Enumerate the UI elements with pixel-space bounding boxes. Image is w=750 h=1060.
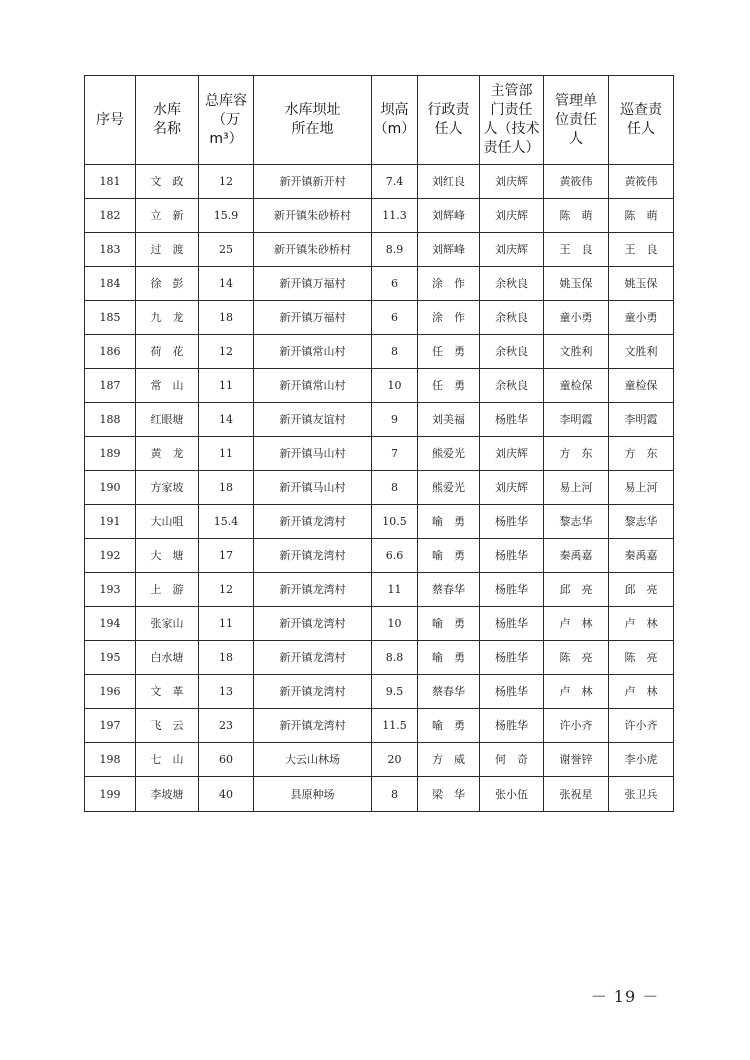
table-body bbox=[85, 165, 674, 812]
cell-unit-person: 许小齐 bbox=[544, 709, 609, 743]
header-line: 行政责 bbox=[427, 102, 470, 118]
cell-admin-person: 刘美福 bbox=[418, 403, 480, 437]
cell-patrol-person: 卢 林 bbox=[609, 675, 674, 709]
cell-reservoir-name: 文 政 bbox=[136, 165, 199, 199]
cell-admin-person: 方 威 bbox=[418, 743, 480, 777]
cell-dept-person: 杨胜华 bbox=[480, 403, 544, 437]
cell-dam-height: 8.9 bbox=[372, 233, 418, 267]
table-row bbox=[85, 165, 674, 199]
cell-dam-height: 8 bbox=[372, 335, 418, 369]
table-row bbox=[85, 777, 674, 812]
cell-capacity: 12 bbox=[199, 165, 254, 199]
table-row bbox=[85, 539, 674, 573]
cell-reservoir-name: 方家坡 bbox=[136, 471, 199, 505]
cell-patrol-person: 陈 萌 bbox=[609, 199, 674, 233]
cell-unit-person: 卢 林 bbox=[544, 675, 609, 709]
cell-dept-person: 刘庆辉 bbox=[480, 233, 544, 267]
cell-patrol-person: 陈 亮 bbox=[609, 641, 674, 675]
cell-admin-person: 刘辉峰 bbox=[418, 233, 480, 267]
cell-capacity: 12 bbox=[199, 573, 254, 607]
cell-admin-person: 涂 作 bbox=[418, 267, 480, 301]
header-dam-location bbox=[254, 76, 372, 165]
header-line: 总库容 bbox=[205, 92, 247, 109]
cell-admin-person: 刘辉峰 bbox=[418, 199, 480, 233]
cell-dam-location: 新开镇龙湾村 bbox=[254, 505, 372, 539]
cell-patrol-person: 李小虎 bbox=[609, 743, 674, 777]
page-number: － 19 － bbox=[590, 987, 660, 1006]
header-line: 任人 bbox=[434, 121, 463, 137]
header-reservoir-name bbox=[136, 76, 199, 165]
cell-dam-height: 9.5 bbox=[372, 675, 418, 709]
cell-capacity: 11 bbox=[199, 369, 254, 403]
cell-dam-height: 20 bbox=[372, 743, 418, 777]
cell-dam-location: 新开镇马山村 bbox=[254, 437, 372, 471]
cell-unit-person: 邱 亮 bbox=[544, 573, 609, 607]
header-line: 门责任 bbox=[490, 102, 533, 118]
cell-dept-person: 杨胜华 bbox=[480, 675, 544, 709]
cell-dam-location: 新开镇新开村 bbox=[254, 165, 372, 199]
cell-patrol-person: 邱 亮 bbox=[609, 573, 674, 607]
cell-reservoir-name: 常 山 bbox=[136, 369, 199, 403]
cell-dam-location: 新开镇龙湾村 bbox=[254, 675, 372, 709]
cell-patrol-person: 文胜利 bbox=[609, 335, 674, 369]
cell-capacity: 14 bbox=[199, 403, 254, 437]
cell-dam-height: 10 bbox=[372, 369, 418, 403]
cell-dam-height: 8.8 bbox=[372, 641, 418, 675]
cell-patrol-person: 卢 林 bbox=[609, 607, 674, 641]
cell-dept-person: 张小伍 bbox=[480, 777, 544, 812]
header-line: 位责任 bbox=[555, 111, 597, 128]
cell-capacity: 25 bbox=[199, 233, 254, 267]
header-capacity bbox=[199, 76, 254, 165]
cell-reservoir-name: 张家山 bbox=[136, 607, 199, 641]
table-row bbox=[85, 335, 674, 369]
cell-dept-person: 余秋良 bbox=[480, 335, 544, 369]
cell-admin-person: 喻 勇 bbox=[418, 539, 480, 573]
cell-serial: 181 bbox=[85, 165, 136, 199]
table-row bbox=[85, 641, 674, 675]
cell-dam-height: 8 bbox=[372, 471, 418, 505]
cell-capacity: 15.9 bbox=[199, 199, 254, 233]
cell-admin-person: 蔡春华 bbox=[418, 573, 480, 607]
cell-patrol-person: 黄筱伟 bbox=[609, 165, 674, 199]
cell-serial: 188 bbox=[85, 403, 136, 437]
header-line: 巡查责 bbox=[620, 102, 662, 118]
cell-reservoir-name: 红眼塘 bbox=[136, 403, 199, 437]
cell-dam-height: 6 bbox=[372, 301, 418, 335]
table-header-row bbox=[85, 76, 674, 165]
cell-dam-height: 6.6 bbox=[372, 539, 418, 573]
cell-unit-person: 王 良 bbox=[544, 233, 609, 267]
cell-dept-person: 杨胜华 bbox=[480, 607, 544, 641]
header-line: 水库 bbox=[153, 102, 181, 118]
cell-dept-person: 刘庆辉 bbox=[480, 437, 544, 471]
cell-dam-height: 7 bbox=[372, 437, 418, 471]
table-row bbox=[85, 709, 674, 743]
header-line: 主管部 bbox=[490, 83, 533, 99]
cell-unit-person: 卢 林 bbox=[544, 607, 609, 641]
table-row bbox=[85, 403, 674, 437]
header-dam-height bbox=[372, 76, 418, 165]
cell-patrol-person: 许小齐 bbox=[609, 709, 674, 743]
cell-reservoir-name: 飞 云 bbox=[136, 709, 199, 743]
header-line: 人 bbox=[569, 130, 583, 147]
cell-dam-location: 新开镇龙湾村 bbox=[254, 607, 372, 641]
cell-admin-person: 任 勇 bbox=[418, 369, 480, 403]
cell-dam-height: 9 bbox=[372, 403, 418, 437]
cell-serial: 187 bbox=[85, 369, 136, 403]
cell-serial: 196 bbox=[85, 675, 136, 709]
cell-reservoir-name: 上 游 bbox=[136, 573, 199, 607]
cell-dam-location: 新开镇朱砂桥村 bbox=[254, 233, 372, 267]
cell-dam-location: 新开镇龙湾村 bbox=[254, 539, 372, 573]
cell-serial: 191 bbox=[85, 505, 136, 539]
cell-patrol-person: 童小勇 bbox=[609, 301, 674, 335]
cell-serial: 194 bbox=[85, 607, 136, 641]
cell-patrol-person: 秦禹嘉 bbox=[609, 539, 674, 573]
cell-unit-person: 文胜利 bbox=[544, 335, 609, 369]
cell-capacity: 11 bbox=[199, 437, 254, 471]
header-line: （m） bbox=[373, 121, 416, 137]
cell-patrol-person: 方 东 bbox=[609, 437, 674, 471]
cell-admin-person: 熊爱光 bbox=[418, 437, 480, 471]
cell-admin-person: 喻 勇 bbox=[418, 607, 480, 641]
cell-dam-location: 新开镇万福村 bbox=[254, 301, 372, 335]
cell-capacity: 14 bbox=[199, 267, 254, 301]
cell-unit-person: 易上河 bbox=[544, 471, 609, 505]
cell-dam-height: 8 bbox=[372, 777, 418, 812]
cell-dam-location: 新开镇马山村 bbox=[254, 471, 372, 505]
cell-dam-height: 11 bbox=[372, 573, 418, 607]
reservoir-table bbox=[84, 75, 674, 812]
table-row bbox=[85, 437, 674, 471]
cell-dam-height: 7.4 bbox=[372, 165, 418, 199]
cell-serial: 192 bbox=[85, 539, 136, 573]
cell-capacity: 23 bbox=[199, 709, 254, 743]
cell-dam-height: 6 bbox=[372, 267, 418, 301]
cell-dept-person: 杨胜华 bbox=[480, 709, 544, 743]
header-line: 序号 bbox=[96, 111, 124, 128]
cell-dept-person: 刘庆辉 bbox=[480, 471, 544, 505]
cell-unit-person: 姚玉保 bbox=[544, 267, 609, 301]
cell-dept-person: 刘庆辉 bbox=[480, 199, 544, 233]
cell-unit-person: 陈 亮 bbox=[544, 641, 609, 675]
cell-reservoir-name: 荷 花 bbox=[136, 335, 199, 369]
cell-reservoir-name: 过 渡 bbox=[136, 233, 199, 267]
cell-admin-person: 蔡春华 bbox=[418, 675, 480, 709]
cell-reservoir-name: 七 山 bbox=[136, 743, 199, 777]
cell-serial: 197 bbox=[85, 709, 136, 743]
cell-admin-person: 喻 勇 bbox=[418, 505, 480, 539]
cell-capacity: 18 bbox=[199, 641, 254, 675]
header-line: 管理单 bbox=[555, 92, 597, 109]
cell-admin-person: 任 勇 bbox=[418, 335, 480, 369]
cell-dept-person: 何 奇 bbox=[480, 743, 544, 777]
cell-patrol-person: 王 良 bbox=[609, 233, 674, 267]
header-dept-person bbox=[480, 76, 544, 165]
cell-serial: 190 bbox=[85, 471, 136, 505]
cell-reservoir-name: 九 龙 bbox=[136, 301, 199, 335]
cell-dept-person: 余秋良 bbox=[480, 301, 544, 335]
header-serial bbox=[85, 76, 136, 165]
table-row bbox=[85, 267, 674, 301]
cell-dam-location: 新开镇友谊村 bbox=[254, 403, 372, 437]
cell-dam-location: 新开镇朱砂桥村 bbox=[254, 199, 372, 233]
cell-unit-person: 秦禹嘉 bbox=[544, 539, 609, 573]
cell-capacity: 40 bbox=[199, 777, 254, 812]
cell-patrol-person: 易上河 bbox=[609, 471, 674, 505]
cell-dam-location: 新开镇龙湾村 bbox=[254, 573, 372, 607]
cell-serial: 195 bbox=[85, 641, 136, 675]
cell-unit-person: 黎志华 bbox=[544, 505, 609, 539]
cell-patrol-person: 童检保 bbox=[609, 369, 674, 403]
cell-reservoir-name: 徐 彭 bbox=[136, 267, 199, 301]
cell-patrol-person: 张卫兵 bbox=[609, 777, 674, 812]
table-row bbox=[85, 607, 674, 641]
cell-admin-person: 梁 华 bbox=[418, 777, 480, 812]
cell-capacity: 60 bbox=[199, 743, 254, 777]
cell-unit-person: 黄筱伟 bbox=[544, 165, 609, 199]
cell-serial: 198 bbox=[85, 743, 136, 777]
cell-capacity: 12 bbox=[199, 335, 254, 369]
cell-serial: 182 bbox=[85, 199, 136, 233]
cell-unit-person: 张祝星 bbox=[544, 777, 609, 812]
cell-dam-height: 11.5 bbox=[372, 709, 418, 743]
cell-unit-person: 李明霞 bbox=[544, 403, 609, 437]
cell-reservoir-name: 立 新 bbox=[136, 199, 199, 233]
cell-dam-location: 新开镇龙湾村 bbox=[254, 709, 372, 743]
cell-dept-person: 余秋良 bbox=[480, 369, 544, 403]
cell-serial: 186 bbox=[85, 335, 136, 369]
table-row bbox=[85, 301, 674, 335]
table-row bbox=[85, 743, 674, 777]
cell-serial: 185 bbox=[85, 301, 136, 335]
cell-patrol-person: 姚玉保 bbox=[609, 267, 674, 301]
cell-dam-location: 县原种场 bbox=[254, 777, 372, 812]
cell-admin-person: 刘红良 bbox=[418, 165, 480, 199]
cell-dept-person: 杨胜华 bbox=[480, 641, 544, 675]
cell-admin-person: 喻 勇 bbox=[418, 709, 480, 743]
table-row bbox=[85, 505, 674, 539]
cell-capacity: 18 bbox=[199, 301, 254, 335]
header-patrol-person bbox=[609, 76, 674, 165]
cell-dam-location: 新开镇常山村 bbox=[254, 335, 372, 369]
cell-reservoir-name: 黄 龙 bbox=[136, 437, 199, 471]
cell-unit-person: 童小勇 bbox=[544, 301, 609, 335]
cell-serial: 183 bbox=[85, 233, 136, 267]
cell-dept-person: 杨胜华 bbox=[480, 573, 544, 607]
cell-unit-person: 陈 萌 bbox=[544, 199, 609, 233]
cell-admin-person: 涂 作 bbox=[418, 301, 480, 335]
header-line: 任人 bbox=[627, 121, 655, 137]
cell-reservoir-name: 李坡塘 bbox=[136, 777, 199, 812]
cell-patrol-person: 李明霞 bbox=[609, 403, 674, 437]
cell-capacity: 13 bbox=[199, 675, 254, 709]
cell-unit-person: 方 东 bbox=[544, 437, 609, 471]
cell-dam-location: 大云山林场 bbox=[254, 743, 372, 777]
table-row bbox=[85, 369, 674, 403]
cell-dam-height: 11.3 bbox=[372, 199, 418, 233]
header-line: 责任人） bbox=[483, 140, 540, 156]
cell-dam-location: 新开镇万福村 bbox=[254, 267, 372, 301]
cell-dept-person: 刘庆辉 bbox=[480, 165, 544, 199]
table-row bbox=[85, 233, 674, 267]
header-line: 人（技术 bbox=[483, 121, 540, 137]
cell-dam-location: 新开镇龙湾村 bbox=[254, 641, 372, 675]
header-line: 水库坝址 bbox=[284, 102, 341, 118]
cell-dam-height: 10.5 bbox=[372, 505, 418, 539]
cell-dept-person: 杨胜华 bbox=[480, 539, 544, 573]
cell-reservoir-name: 白水塘 bbox=[136, 641, 199, 675]
cell-reservoir-name: 文 革 bbox=[136, 675, 199, 709]
cell-dept-person: 余秋良 bbox=[480, 267, 544, 301]
table-row bbox=[85, 573, 674, 607]
cell-capacity: 18 bbox=[199, 471, 254, 505]
cell-capacity: 15.4 bbox=[199, 505, 254, 539]
cell-reservoir-name: 大 塘 bbox=[136, 539, 199, 573]
header-line: （万 m³） bbox=[209, 111, 243, 147]
cell-reservoir-name: 大山咀 bbox=[136, 505, 199, 539]
header-line: 所在地 bbox=[291, 121, 334, 137]
cell-admin-person: 喻 勇 bbox=[418, 641, 480, 675]
header-line: 坝高 bbox=[380, 102, 409, 118]
table-row bbox=[85, 199, 674, 233]
cell-serial: 199 bbox=[85, 777, 136, 812]
cell-dept-person: 杨胜华 bbox=[480, 505, 544, 539]
header-unit-person bbox=[544, 76, 609, 165]
cell-capacity: 17 bbox=[199, 539, 254, 573]
table-row bbox=[85, 471, 674, 505]
header-admin-person bbox=[418, 76, 480, 165]
cell-capacity: 11 bbox=[199, 607, 254, 641]
cell-unit-person: 童检保 bbox=[544, 369, 609, 403]
cell-serial: 184 bbox=[85, 267, 136, 301]
cell-serial: 193 bbox=[85, 573, 136, 607]
cell-unit-person: 谢誉锌 bbox=[544, 743, 609, 777]
cell-patrol-person: 黎志华 bbox=[609, 505, 674, 539]
cell-serial: 189 bbox=[85, 437, 136, 471]
header-line: 名称 bbox=[153, 121, 181, 137]
table-row bbox=[85, 675, 674, 709]
cell-admin-person: 熊爱光 bbox=[418, 471, 480, 505]
cell-dam-location: 新开镇常山村 bbox=[254, 369, 372, 403]
cell-dam-height: 10 bbox=[372, 607, 418, 641]
